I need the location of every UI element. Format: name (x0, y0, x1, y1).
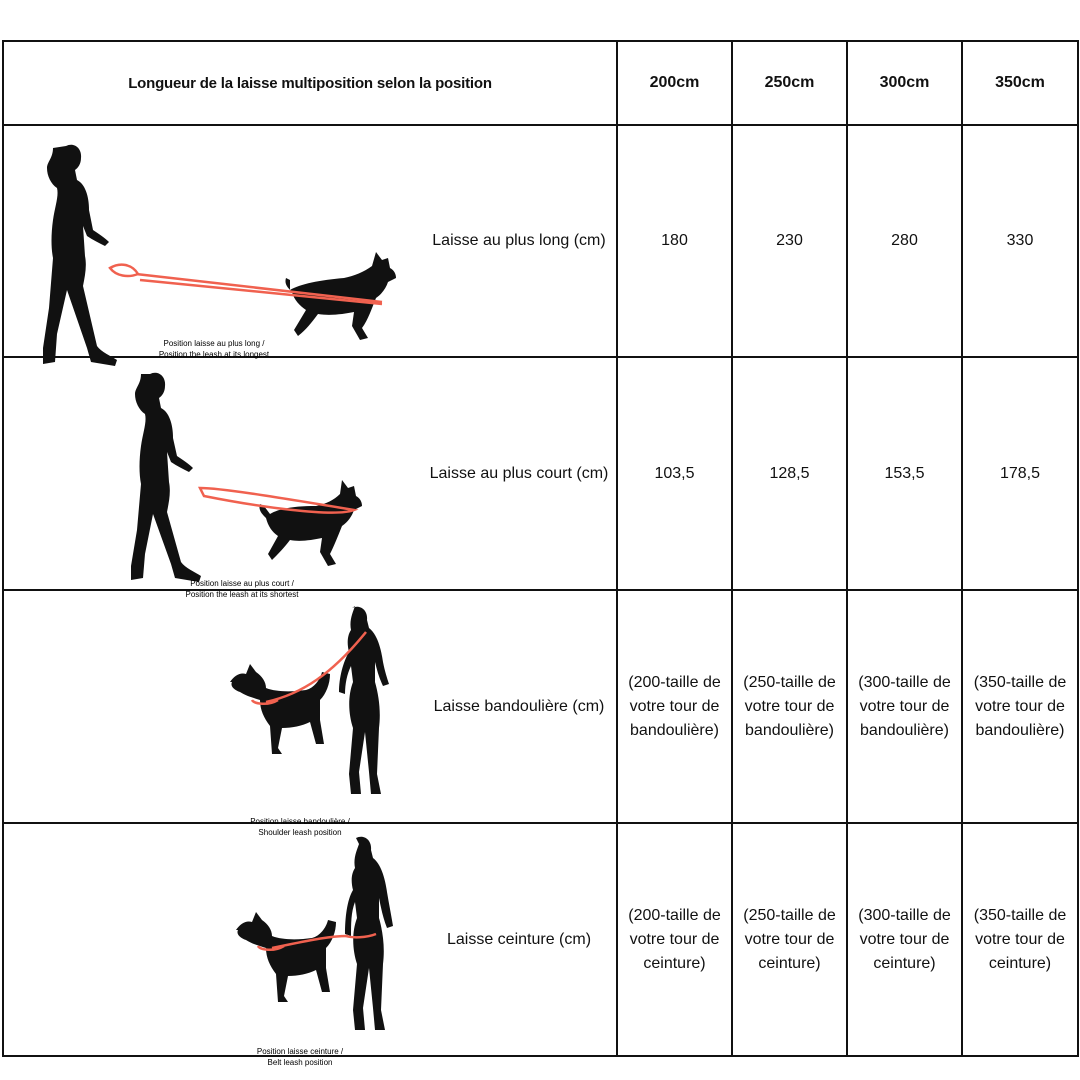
shoulder-caption-fr: Position laisse bandoulière / (250, 817, 350, 826)
value-line: votre tour de (859, 697, 950, 715)
column-header-250cm: 250cm (764, 74, 815, 91)
column-header-350cm: 350cm (995, 74, 1045, 91)
table-border-right (1077, 40, 1079, 1057)
value-longest-300: 280 (891, 232, 918, 249)
value-line: (300-taille de (858, 906, 951, 924)
value-line: ceinture) (873, 954, 936, 972)
value-line: (200-taille de (628, 906, 721, 924)
leash-length-table (2, 40, 1079, 1067)
row-label-belt: Laisse ceinture (cm) (446, 930, 592, 948)
value-shoulder-200 (618, 591, 731, 822)
value-line: votre tour de (744, 930, 835, 948)
value-line: bandoulière) (860, 721, 949, 739)
value-longest-350: 330 (1006, 232, 1034, 249)
value-belt-300 (848, 824, 961, 1055)
value-line: votre tour de (744, 697, 835, 715)
row-label-shoulder: Laisse bandoulière (cm) (433, 697, 605, 715)
value-line: votre tour de (975, 697, 1065, 715)
table-border-bottom (2, 1055, 1079, 1057)
value-line: ceinture) (643, 954, 706, 972)
shoulder-leash-illustration (212, 602, 412, 837)
value-longest-200: 180 (661, 232, 688, 249)
shoulder-caption-en: Shoulder leash position (258, 828, 342, 837)
value-line: (350-taille de (973, 906, 1067, 924)
value-belt-250 (733, 824, 846, 1055)
longest-caption-fr: Position laisse au plus long / (163, 339, 265, 348)
value-line: bandoulière) (975, 721, 1065, 739)
value-line: (350-taille de (973, 673, 1067, 691)
value-shoulder-300 (848, 591, 961, 822)
value-line: (200-taille de (628, 673, 721, 691)
belt-caption-fr: Position laisse ceinture / (256, 1047, 344, 1056)
value-belt-350 (963, 824, 1077, 1055)
belt-leash-illustration (222, 832, 422, 1067)
shortest-caption-fr: Position laisse au plus court / (190, 579, 294, 588)
value-line: ceinture) (988, 954, 1052, 972)
value-line: (250-taille de (743, 673, 836, 691)
value-longest-250: 230 (776, 232, 803, 249)
value-shoulder-250 (733, 591, 846, 822)
value-line: bandoulière) (745, 721, 834, 739)
value-line: ceinture) (758, 954, 821, 972)
value-line: (300-taille de (858, 673, 951, 691)
column-header-200cm: 200cm (649, 74, 700, 91)
table-title: Longueur de la laisse multiposition selon la position (128, 74, 492, 92)
value-line: votre tour de (859, 930, 950, 948)
value-line: (250-taille de (743, 906, 836, 924)
longest-leash-illustration (32, 140, 412, 359)
value-belt-200 (618, 824, 731, 1055)
shortest-leash-illustration (122, 368, 402, 599)
value-line: votre tour de (629, 697, 720, 715)
value-shortest-200: 103,5 (654, 464, 695, 482)
value-line: votre tour de (975, 930, 1065, 948)
row-label-longest: Laisse au plus long (cm) (432, 232, 606, 249)
value-shoulder-350 (963, 591, 1077, 822)
value-shortest-300: 153,5 (884, 464, 925, 482)
value-shortest-250: 128,5 (769, 464, 810, 482)
value-line: votre tour de (629, 930, 720, 948)
value-line: bandoulière) (630, 721, 719, 739)
shortest-caption-en: Position the leash at its shortest (185, 590, 299, 599)
row-label-shortest: Laisse au plus court (cm) (429, 464, 609, 482)
longest-caption-en: Position the leash at its longest (158, 350, 270, 359)
belt-caption-en: Belt leash position (267, 1058, 333, 1067)
column-header-300cm: 300cm (879, 74, 930, 91)
value-shortest-350: 178,5 (999, 464, 1041, 482)
table-border-left (2, 40, 4, 1057)
